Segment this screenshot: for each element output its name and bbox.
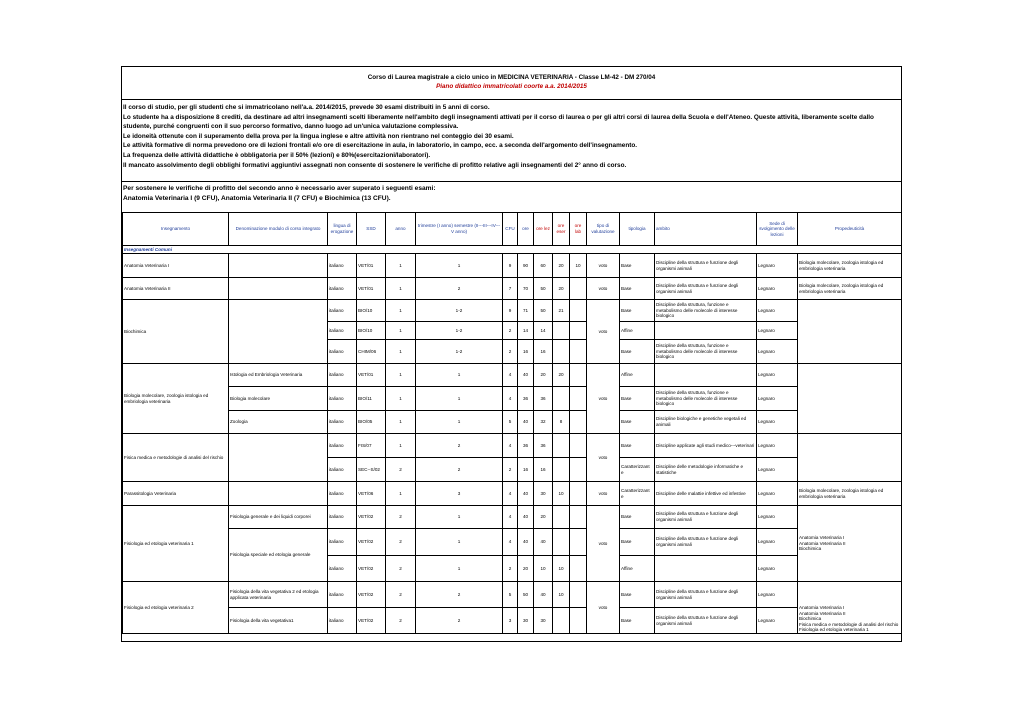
lecture-hours-cell: 50	[534, 278, 553, 300]
cfu-cell: 2	[503, 322, 518, 340]
intro-line: Lo studente ha a disposizione 8 crediti, da destinare ad altri insegnamenti scelti liberamente nell'ambito degli insegnamenti attivati per il corso di laurea o per gli altri corsi di laurea della Scuola e dell'Ateneo. Queste attività, liberamente scelte dallo studente, purché congruenti con il suo percorso formativo, danno luogo ad un'unica valutazione complessiva.	[123, 113, 874, 131]
lecture-hours-cell: 16	[534, 458, 553, 482]
location-cell: Legnaro	[757, 387, 798, 411]
evaluation-cell: voto	[587, 300, 620, 364]
table-row	[123, 608, 902, 634]
hours-cell: 40	[518, 364, 534, 387]
exercise-hours-cell: 20	[553, 254, 570, 278]
language-cell: italiano	[328, 506, 357, 529]
document-header	[122, 67, 901, 100]
term-cell: 2	[416, 608, 503, 634]
language-cell: italiano	[328, 582, 357, 608]
col-header: ambito	[655, 213, 757, 246]
location-cell: Legnaro	[757, 411, 798, 434]
lecture-hours-cell: 20	[534, 506, 553, 529]
exercise-hours-cell	[553, 458, 570, 482]
type-cell: Caratterizzant e	[620, 482, 655, 506]
ssd-cell: VET/02	[357, 506, 386, 529]
type-cell: Affine	[620, 322, 655, 340]
intro-line: Il mancato assolvimento degli obblighi formativi aggiuntivi assegnati non consente di sostenere le verifiche di profitto relative agli insegnamenti del 2° anno di corso.	[123, 161, 627, 169]
location-cell: Legnaro	[757, 482, 798, 506]
location-cell: Legnaro	[757, 300, 798, 322]
prereq-cell: Anatomia Veterinaria I Anatomia Veterinaria II Biochimica Fisica medica e metodologie di analisi del rischio Fisiologia ed etologia veterinaria 1	[798, 582, 902, 634]
prereq-cell: Biologia molecolare, zoologia istologia ed embriologia veterinaria	[798, 482, 902, 506]
type-cell: Base	[620, 300, 655, 322]
ssd-cell: VET/01	[357, 364, 386, 387]
col-header: SSD	[357, 213, 386, 246]
type-cell: Base	[620, 608, 655, 634]
type-cell: Affine	[620, 364, 655, 387]
location-cell: Legnaro	[757, 278, 798, 300]
course-name: Fisiologia ed etologia veterinaria 1	[123, 506, 229, 582]
cfu-cell: 7	[503, 278, 518, 300]
lab-hours-cell	[570, 364, 587, 387]
hours-cell: 36	[518, 434, 534, 458]
year-cell: 1	[386, 411, 416, 434]
hours-cell: 30	[518, 608, 534, 634]
term-cell: 1-2	[416, 340, 503, 364]
prereq-cell	[798, 434, 902, 482]
language-cell: italiano	[328, 387, 357, 411]
cfu-cell: 4	[503, 506, 518, 529]
module-name	[229, 278, 328, 300]
cfu-cell: 4	[503, 529, 518, 556]
language-cell: italiano	[328, 278, 357, 300]
cfu-cell: 3	[503, 608, 518, 634]
exercise-hours-cell: 10	[553, 582, 570, 608]
col-header: ore eser	[553, 213, 570, 246]
exercise-hours-cell: 20	[553, 278, 570, 300]
course-name: Biochimica	[123, 300, 229, 364]
cfu-cell: 4	[503, 434, 518, 458]
cfu-cell: 4	[503, 482, 518, 506]
lecture-hours-cell: 40	[534, 582, 553, 608]
area-cell: Discipline della struttura e funzione degli organismi animali	[655, 278, 757, 300]
exercise-hours-cell	[553, 608, 570, 634]
language-cell: italiano	[328, 322, 357, 340]
ssd-cell: VET/06	[357, 482, 386, 506]
exercise-hours-cell	[553, 387, 570, 411]
exercise-hours-cell	[553, 506, 570, 529]
hours-cell: 16	[518, 340, 534, 364]
table-row	[123, 434, 902, 458]
term-cell: 1-2	[416, 300, 503, 322]
prereq-line: Anatomia Veterinaria I (9 CFU), Anatomia Veterinaria II (7 CFU) e Biochimica (13 CFU).	[123, 194, 391, 202]
ssd-cell: BIO/10	[357, 322, 386, 340]
term-cell: 2	[416, 434, 503, 458]
lab-hours-cell	[570, 582, 587, 608]
hours-cell: 40	[518, 506, 534, 529]
exercise-hours-cell	[553, 529, 570, 556]
table-row	[123, 482, 902, 506]
module-name	[229, 254, 328, 278]
language-cell: italiano	[328, 411, 357, 434]
ssd-cell: VET/01	[357, 278, 386, 300]
lecture-hours-cell: 40	[534, 529, 553, 556]
area-cell	[655, 364, 757, 387]
evaluation-cell: voto	[587, 482, 620, 506]
course-name: Anatomia Veterinaria I	[123, 254, 229, 278]
document-title: Corso di Laurea magistrale a ciclo unico in MEDICINA VETERINARIA - Classe LM-42 - DM 270/04	[367, 74, 656, 81]
cfu-cell: 2	[503, 458, 518, 482]
course-name: Biologia molecolare, zoologia istologia ed embriologia veterinaria	[123, 364, 229, 434]
location-cell: Legnaro	[757, 556, 798, 582]
language-cell: italiano	[328, 434, 357, 458]
lecture-hours-cell: 14	[534, 322, 553, 340]
lab-hours-cell	[570, 529, 587, 556]
area-cell: Discipline della struttura, funzione e metabolismo delle molecole di interesse biologico	[655, 340, 757, 364]
course-name: Anatomia Veterinaria II	[123, 278, 229, 300]
lecture-hours-cell: 36	[534, 387, 553, 411]
prerequisites-note	[122, 183, 901, 211]
col-header: ore lez	[534, 213, 553, 246]
type-cell: Base	[620, 340, 655, 364]
ssd-cell: BIO/10	[357, 300, 386, 322]
cfu-cell: 4	[503, 387, 518, 411]
language-cell: italiano	[328, 364, 357, 387]
hours-cell: 40	[518, 482, 534, 506]
year-cell: 2	[386, 582, 416, 608]
cfu-cell: 5	[503, 411, 518, 434]
lecture-hours-cell: 16	[534, 340, 553, 364]
hours-cell: 50	[518, 582, 534, 608]
area-cell: Discipline della struttura e funzione degli organismi animali	[655, 506, 757, 529]
area-cell: Discipline delle metodologie informatiche e statistiche	[655, 458, 757, 482]
evaluation-cell: voto	[587, 434, 620, 482]
ssd-cell: BIO/05	[357, 411, 386, 434]
term-cell: 2	[416, 582, 503, 608]
ssd-cell: SEC--S/02	[357, 458, 386, 482]
location-cell: Legnaro	[757, 506, 798, 529]
table-row	[123, 278, 902, 300]
lab-hours-cell	[570, 608, 587, 634]
evaluation-cell: voto	[587, 582, 620, 634]
area-cell: Discipline biologiche e genetiche vegetali ed animali	[655, 411, 757, 434]
year-cell: 2	[386, 506, 416, 529]
ssd-cell: VET/02	[357, 556, 386, 582]
table-row	[123, 529, 902, 556]
ssd-cell: VET/02	[357, 582, 386, 608]
lab-hours-cell	[570, 322, 587, 340]
lecture-hours-cell: 32	[534, 411, 553, 434]
cfu-cell: 2	[503, 340, 518, 364]
col-header: CFU	[503, 213, 518, 246]
area-cell: Discipline applicate agli studi medico---veterinari	[655, 434, 757, 458]
year-cell: 1	[386, 387, 416, 411]
type-cell: Base	[620, 434, 655, 458]
module-name: Fisiologia della vita vegetativa1	[229, 608, 328, 634]
year-cell: 2	[386, 529, 416, 556]
hours-cell: 90	[518, 254, 534, 278]
term-cell: 1	[416, 556, 503, 582]
module-name	[229, 434, 328, 482]
lab-hours-cell	[570, 482, 587, 506]
col-header: Propedeuticità	[798, 213, 902, 246]
col-header: ore lab	[570, 213, 587, 246]
col-header: anno	[386, 213, 416, 246]
evaluation-cell: voto	[587, 364, 620, 434]
area-cell: Discipline della struttura e funzione degli organismi animali	[655, 254, 757, 278]
area-cell: Discipline della struttura e funzione degli organismi animali	[655, 529, 757, 556]
area-cell	[655, 556, 757, 582]
table-row	[123, 300, 902, 322]
table-row	[123, 506, 902, 529]
module-name: Istologia ed Embriologia Veterinaria	[229, 364, 328, 387]
evaluation-cell: voto	[587, 254, 620, 278]
language-cell: italiano	[328, 300, 357, 322]
course-name: Fisica medica e metodologie di analisi del rischio	[123, 434, 229, 482]
lab-hours-cell	[570, 340, 587, 364]
year-cell: 1	[386, 482, 416, 506]
lab-hours-cell	[570, 434, 587, 458]
prereq-cell: Biologia molecolare, zoologia istologia ed embriologia veterinaria	[798, 278, 902, 300]
group-label: Insegnamenti Comuni	[123, 246, 902, 254]
table-row	[123, 411, 902, 434]
type-cell: Base	[620, 529, 655, 556]
document-sheet	[121, 66, 902, 642]
lab-hours-cell: 10	[570, 254, 587, 278]
language-cell: italiano	[328, 529, 357, 556]
exercise-hours-cell: 8	[553, 411, 570, 434]
year-cell: 1	[386, 254, 416, 278]
module-name: Biologia molecolare	[229, 387, 328, 411]
module-name	[229, 300, 328, 364]
col-header: Denominazione modulo di corso integrato	[229, 213, 328, 246]
lab-hours-cell	[570, 300, 587, 322]
type-cell: Caratterizzant e	[620, 458, 655, 482]
location-cell: Legnaro	[757, 340, 798, 364]
language-cell: italiano	[328, 254, 357, 278]
lab-hours-cell	[570, 458, 587, 482]
type-cell: Base	[620, 506, 655, 529]
col-header: Insegnamento	[123, 213, 229, 246]
exercise-hours-cell: 20	[553, 364, 570, 387]
exercise-hours-cell	[553, 322, 570, 340]
location-cell: Legnaro	[757, 254, 798, 278]
location-cell: Legnaro	[757, 458, 798, 482]
evaluation-cell: voto	[587, 506, 620, 582]
lab-hours-cell	[570, 411, 587, 434]
col-header: lingua di erogazione	[328, 213, 357, 246]
term-cell: 2	[416, 278, 503, 300]
year-cell: 2	[386, 458, 416, 482]
hours-cell: 70	[518, 278, 534, 300]
exercise-hours-cell: 10	[553, 556, 570, 582]
ssd-cell: BIO/11	[357, 387, 386, 411]
lecture-hours-cell: 50	[534, 300, 553, 322]
hours-cell: 71	[518, 300, 534, 322]
prereq-line: Per sostenere le verifiche di profitto del secondo anno è necessario aver superato i seguenti esami:	[123, 185, 436, 192]
lecture-hours-cell: 30	[534, 482, 553, 506]
module-name: Fisiologia speciale ed etologia generale	[229, 529, 328, 582]
hours-cell: 16	[518, 458, 534, 482]
term-cell: 1	[416, 364, 503, 387]
hours-cell: 36	[518, 387, 534, 411]
intro-text	[122, 101, 901, 182]
area-cell: Discipline della struttura, funzione e metabolismo delle molecole di interesse biologico	[655, 300, 757, 322]
language-cell: italiano	[328, 556, 357, 582]
term-cell: 1	[416, 254, 503, 278]
hours-cell: 20	[518, 556, 534, 582]
cfu-cell: 4	[503, 364, 518, 387]
area-cell: Discipline delle malattie infettive ed infestive	[655, 482, 757, 506]
year-cell: 1	[386, 300, 416, 322]
lab-hours-cell	[570, 387, 587, 411]
evaluation-cell: voto	[587, 278, 620, 300]
ssd-cell: VET/02	[357, 529, 386, 556]
location-cell: Legnaro	[757, 608, 798, 634]
exercise-hours-cell	[553, 340, 570, 364]
table-row	[123, 364, 902, 387]
exercise-hours-cell: 21	[553, 300, 570, 322]
ssd-cell: VET/02	[357, 608, 386, 634]
term-cell: 1	[416, 411, 503, 434]
type-cell: Affine	[620, 556, 655, 582]
hours-cell: 14	[518, 322, 534, 340]
location-cell: Legnaro	[757, 582, 798, 608]
lab-hours-cell	[570, 506, 587, 529]
language-cell: italiano	[328, 340, 357, 364]
table-header-row	[123, 213, 902, 246]
module-name: Fisiologia generale e dei liquidi corporei	[229, 506, 328, 529]
year-cell: 1	[386, 278, 416, 300]
year-cell: 1	[386, 322, 416, 340]
exercise-hours-cell: 10	[553, 482, 570, 506]
study-plan-table	[122, 212, 902, 634]
location-cell: Legnaro	[757, 322, 798, 340]
module-name: Zoologia	[229, 411, 328, 434]
area-cell	[655, 322, 757, 340]
term-cell: 1-2	[416, 322, 503, 340]
table-row	[123, 582, 902, 608]
ssd-cell: CHIM/06	[357, 340, 386, 364]
area-cell: Discipline della struttura e funzione degli organismi animali	[655, 608, 757, 634]
prereq-cell: Anatomia Veterinaria I Anatomia Veterinaria II Biochimica	[798, 506, 902, 582]
cfu-cell: 9	[503, 254, 518, 278]
col-header: tipologia	[620, 213, 655, 246]
intro-line: Le attività formative di norma prevedono ore di lezioni frontali e/o ore di esercitazione in aula, in laboratorio, in campo, ecc. a seconda dell'argomento dell'insegnamento.	[123, 142, 638, 150]
lecture-hours-cell: 20	[534, 364, 553, 387]
lecture-hours-cell: 30	[534, 608, 553, 634]
area-cell: Discipline della struttura, funzione e metabolismo delle molecole di interesse biologico	[655, 387, 757, 411]
term-cell: 1	[416, 506, 503, 529]
year-cell: 1	[386, 340, 416, 364]
hours-cell: 40	[518, 529, 534, 556]
col-header: ore	[518, 213, 534, 246]
language-cell: italiano	[328, 608, 357, 634]
table-row	[123, 254, 902, 278]
year-cell: 2	[386, 608, 416, 634]
lecture-hours-cell: 36	[534, 434, 553, 458]
term-cell: 3	[416, 482, 503, 506]
intro-line: Le idoneità ottenute con il superamento della prova per la lingua inglese e altre attività non rientrano nel conteggio dei 30 esami.	[123, 132, 514, 140]
col-header: Sede di svolgimento delle lezioni	[757, 213, 798, 246]
lecture-hours-cell: 10	[534, 556, 553, 582]
location-cell: Legnaro	[757, 434, 798, 458]
ssd-cell: VET/01	[357, 254, 386, 278]
type-cell: Base	[620, 411, 655, 434]
exercise-hours-cell	[553, 434, 570, 458]
location-cell: Legnaro	[757, 529, 798, 556]
prereq-cell	[798, 300, 902, 364]
term-cell: 1	[416, 387, 503, 411]
hours-cell: 40	[518, 411, 534, 434]
table-row	[123, 387, 902, 411]
module-name: Fisiologia della vita vegetativa 2 ed etologia applicata veterinaria	[229, 582, 328, 608]
year-cell: 1	[386, 434, 416, 458]
location-cell: Legnaro	[757, 364, 798, 387]
course-name: Parassitologia Veterinaria	[123, 482, 229, 506]
cfu-cell: 2	[503, 556, 518, 582]
lecture-hours-cell: 60	[534, 254, 553, 278]
col-header: tipo di valutazione	[587, 213, 620, 246]
language-cell: italiano	[328, 458, 357, 482]
type-cell: Base	[620, 387, 655, 411]
term-cell: 2	[416, 458, 503, 482]
prereq-cell	[798, 364, 902, 434]
module-name	[229, 482, 328, 506]
ssd-cell: FIS/07	[357, 434, 386, 458]
group-row	[123, 246, 902, 254]
area-cell: Discipline della struttura e funzione degli organismi animali	[655, 582, 757, 608]
type-cell: Base	[620, 278, 655, 300]
lab-hours-cell	[570, 556, 587, 582]
type-cell: Base	[620, 582, 655, 608]
document-subtitle: Piano didattico immatricolati coorte a.a. 2014/2015	[436, 83, 587, 90]
intro-line: Il corso di studio, per gli studenti che si immatricolano nell'a.a. 2014/2015, prevede 30 esami distribuiti in 5 anni di corso.	[123, 104, 490, 111]
lab-hours-cell	[570, 278, 587, 300]
cfu-cell: 9	[503, 300, 518, 322]
col-header: trimestre (I anno) semestre (II---III---IV---V anno)	[416, 213, 503, 246]
year-cell: 2	[386, 556, 416, 582]
language-cell: italiano	[328, 482, 357, 506]
intro-line: La frequenza delle attività didattiche è obbligatoria per il 50% (lezioni) e 80%(esercitazioni/laboratori).	[123, 151, 431, 159]
prereq-cell: Biologia molecolare, zoologia istologia ed embriologia veterinaria	[798, 254, 902, 278]
year-cell: 1	[386, 364, 416, 387]
term-cell: 1	[416, 529, 503, 556]
course-name: Fisiologia ed etologia veterinaria 2	[123, 582, 229, 634]
cfu-cell: 5	[503, 582, 518, 608]
type-cell: Base	[620, 254, 655, 278]
